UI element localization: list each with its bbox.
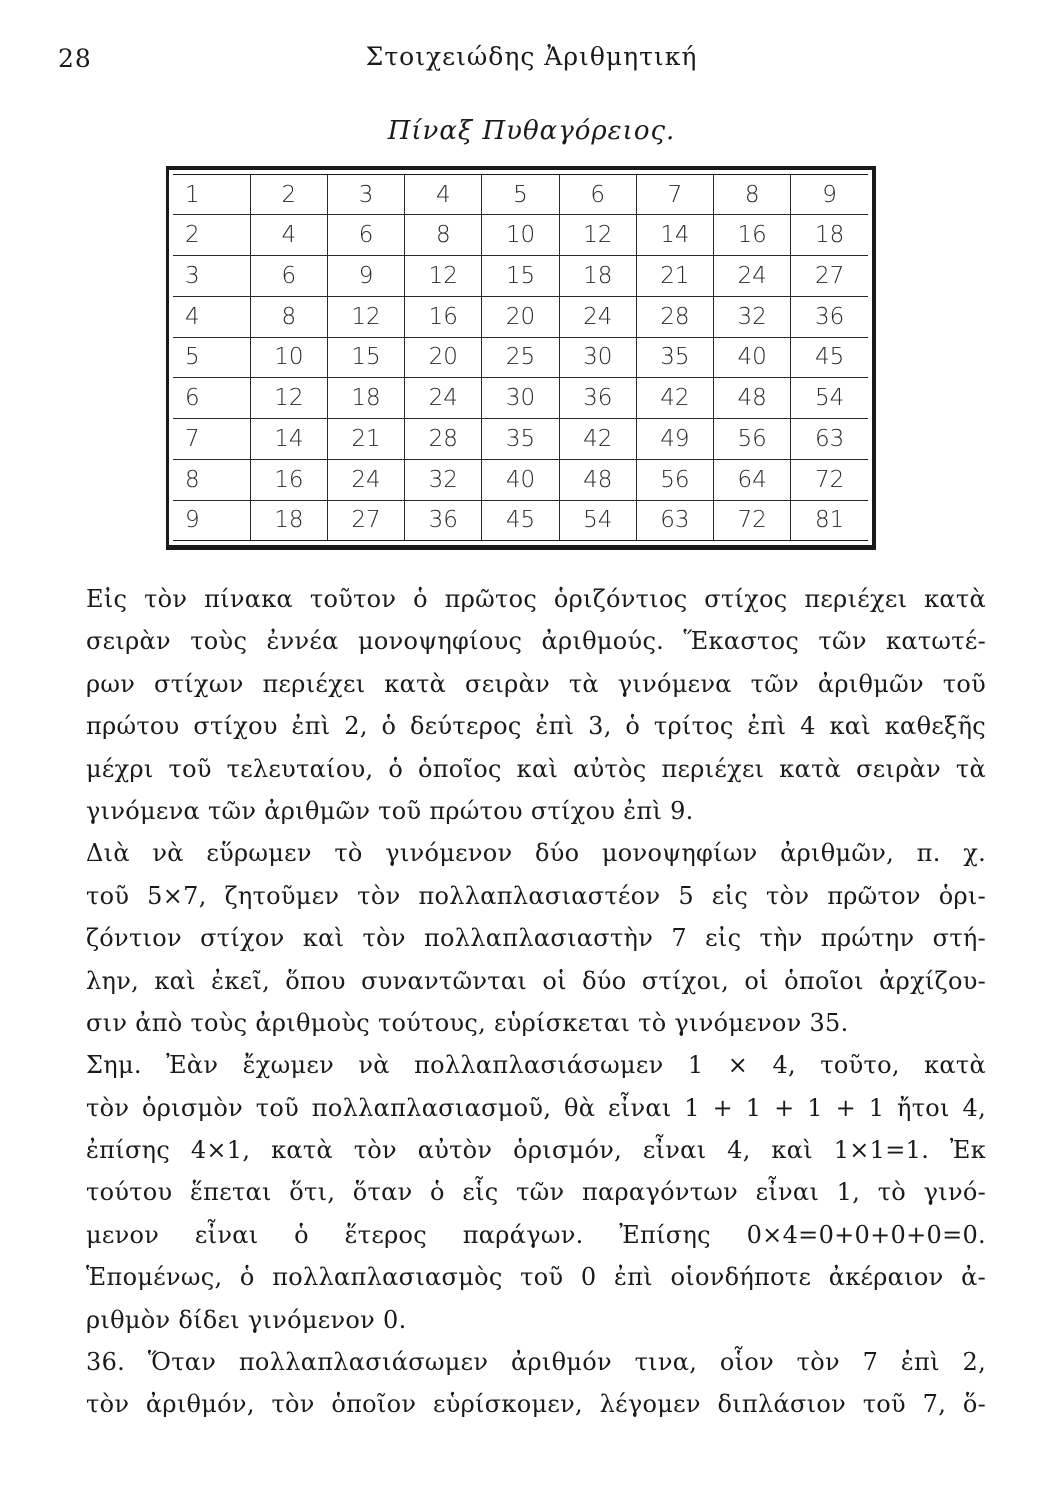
- table-cell: 28: [405, 419, 482, 460]
- pythagorean-table: [166, 166, 876, 550]
- table-cell: 24: [405, 378, 482, 419]
- table-cell: 24: [714, 256, 791, 297]
- table-cell: 15: [327, 337, 404, 378]
- table-cell: 54: [791, 378, 868, 419]
- running-header: Στοιχειώδης Ἀριθμητική: [365, 42, 698, 71]
- table-cell: 28: [636, 296, 713, 337]
- table-cell: 30: [559, 337, 636, 378]
- table-cell: 4: [405, 175, 482, 215]
- table-title: Πίναξ Πυθαγόρειος.: [387, 116, 676, 146]
- table-cell: 63: [791, 419, 868, 460]
- table-cell: 36: [559, 378, 636, 419]
- table-cell: 7: [173, 419, 250, 460]
- table-cell: 6: [250, 256, 327, 297]
- table-row: [173, 500, 868, 540]
- table-cell: 24: [327, 459, 404, 500]
- table-cell: 9: [791, 175, 868, 215]
- text-line: Διὰ νὰ εὕρωμεν τὸ γινόμενον δύο μονοψηφίων ἀριθμῶν, π. χ.: [86, 839, 986, 868]
- table-cell: 8: [714, 175, 791, 215]
- text-line: ριθμὸν δίδει γινόμενον 0.: [86, 1305, 407, 1334]
- table-cell: 3: [173, 256, 250, 297]
- table-cell: 48: [559, 459, 636, 500]
- table-cell: 81: [814, 507, 845, 534]
- table-cell: 12: [405, 256, 482, 297]
- table-cell: 64: [714, 459, 791, 500]
- table-cell: 36: [405, 500, 482, 540]
- text-line: λην, καὶ ἐκεῖ, ὅπου συναντῶνται οἱ δύο στίχοι, οἱ ὁποῖοι ἀρχίζου-: [86, 966, 986, 995]
- text-line: Εἰς τὸν πίνακα τοῦτον ὁ πρῶτος ὁριζόντιος στίχος περιέχει κατὰ: [86, 585, 986, 613]
- table-cell: 5: [482, 175, 559, 215]
- table-cell: 25: [482, 337, 559, 378]
- table-cell: 48: [714, 378, 791, 419]
- table-cell: 63: [636, 500, 713, 540]
- table-cell: 6: [559, 175, 636, 215]
- table-cell: 2: [173, 215, 250, 256]
- table-cell: 56: [714, 419, 791, 460]
- table-cell: 18: [559, 256, 636, 297]
- table-cell: 35: [636, 337, 713, 378]
- table-cell: 6: [327, 215, 404, 256]
- table-cell: 14: [250, 419, 327, 460]
- table-cell: 1: [173, 175, 250, 215]
- table-cell: 21: [636, 256, 713, 297]
- table-cell: 8: [250, 296, 327, 337]
- table-cell: 32: [714, 296, 791, 337]
- table-cell: 3: [327, 175, 404, 215]
- table-row: [173, 337, 868, 378]
- page-number: 28: [58, 44, 92, 73]
- table-cell: 21: [327, 419, 404, 460]
- table-row: [173, 175, 868, 215]
- table-cell: 9: [173, 500, 250, 540]
- text-line: Σημ. Ἐὰν ἔχωμεν νὰ πολλαπλασιάσωμεν 1 × 4, τοῦτο, κατὰ: [86, 1051, 986, 1080]
- table-row: [173, 419, 868, 460]
- table-cell: 10: [482, 215, 559, 256]
- table-cell: 18: [791, 215, 868, 256]
- table-cell: 36: [791, 296, 868, 337]
- text-line: ζόντιον στίχον καὶ τὸν πολλαπλασιαστὴν 7 εἰς τὴν πρώτην στή-: [86, 924, 986, 953]
- table-cell: 20: [405, 337, 482, 378]
- table-cell: 8: [173, 459, 250, 500]
- table-cell: 45: [482, 500, 559, 540]
- table-cell: 54: [559, 500, 636, 540]
- table-cell: 4: [250, 215, 327, 256]
- table-cell: 27: [791, 256, 868, 297]
- table-cell: 9: [327, 256, 404, 297]
- table-cell: 30: [482, 378, 559, 419]
- table-row: [173, 296, 868, 337]
- table-cell: 12: [250, 378, 327, 419]
- text-line: γινόμενα τῶν ἀριθμῶν τοῦ πρώτου στίχου ἐπὶ 9.: [86, 796, 694, 825]
- table-cell: 27: [327, 500, 404, 540]
- text-line: σειρὰν τοὺς ἐννέα μονοψηφίους ἀριθμούς. Ἕκαστος τῶν κατωτέ-: [86, 627, 986, 656]
- table-cell: 40: [714, 337, 791, 378]
- table-cell: 16: [250, 459, 327, 500]
- text-line: μέχρι τοῦ τελευταίου, ὁ ὁποῖος καὶ αὐτὸς περιέχει κατὰ σειρὰν τὰ: [86, 754, 986, 783]
- table-cell: 18: [327, 378, 404, 419]
- text-line: Ἑπομένως, ὁ πολλαπλασιασμὸς τοῦ 0 ἐπὶ οἱονδήποτε ἀκέραιον ἀ-: [86, 1263, 986, 1292]
- table-cell: 12: [559, 215, 636, 256]
- text-line: τοῦ 5×7, ζητοῦμεν τὸν πολλαπλασιαστέον 5 εἰς τὸν πρῶτον ὁρι-: [86, 881, 986, 910]
- table-cell: 40: [482, 459, 559, 500]
- table-cell: 8: [405, 215, 482, 256]
- table-cell: 14: [636, 215, 713, 256]
- text-line: σιν ἀπὸ τοὺς ἀριθμοὺς τούτους, εὑρίσκεται τὸ γινόμενον 35.: [86, 1008, 849, 1037]
- table-cell: 49: [636, 419, 713, 460]
- multiplication-grid: [173, 175, 868, 540]
- table-cell: 20: [482, 296, 559, 337]
- table-cell: 16: [405, 296, 482, 337]
- table-cell: 35: [482, 419, 559, 460]
- table-row: [173, 459, 868, 500]
- table-cell: 7: [636, 175, 713, 215]
- table-cell: 2: [250, 175, 327, 215]
- text-line: τούτου ἕπεται ὅτι, ὅταν ὁ εἷς τῶν παραγόντων εἶναι 1, τὸ γινό-: [86, 1178, 986, 1207]
- table-cell: 72: [714, 500, 791, 540]
- table-cell: 10: [250, 337, 327, 378]
- table-cell: 16: [714, 215, 791, 256]
- table-cell: 72: [791, 459, 868, 500]
- table-row: [173, 378, 868, 419]
- table-row: [173, 256, 868, 297]
- table-cell: 32: [405, 459, 482, 500]
- pythagorean-table-inner: [173, 174, 868, 541]
- table-cell: 5: [173, 337, 250, 378]
- table-cell: 12: [327, 296, 404, 337]
- table-cell: 6: [173, 378, 250, 419]
- table-cell: 24: [559, 296, 636, 337]
- table-cell: 45: [791, 337, 868, 378]
- text-line: ἐπίσης 4×1, κατὰ τὸν αὐτὸν ὁρισμόν, εἶναι 4, καὶ 1×1=1. Ἐκ: [86, 1136, 986, 1165]
- body-text: [86, 578, 986, 1426]
- table-cell: 4: [173, 296, 250, 337]
- table-cell: 18: [250, 500, 327, 540]
- table-cell: 15: [482, 256, 559, 297]
- text-line: πρώτου στίχου ἐπὶ 2, ὁ δεύτερος ἐπὶ 3, ὁ τρίτος ἐπὶ 4 καὶ καθεξῆς: [86, 712, 986, 741]
- table-cell: 42: [559, 419, 636, 460]
- table-cell: 42: [636, 378, 713, 419]
- text-line: τὸν ἀριθμόν, τὸν ὁποῖον εὑρίσκομεν, λέγομεν διπλάσιον τοῦ 7, ὅ-: [86, 1390, 986, 1419]
- table-cell: 56: [636, 459, 713, 500]
- text-line: 36. Ὅταν πολλαπλασιάσωμεν ἀριθμόν τινα, οἷον τὸν 7 ἐπὶ 2,: [86, 1348, 986, 1377]
- text-line: τὸν ὁρισμὸν τοῦ πολλαπλασιασμοῦ, θὰ εἶναι 1 + 1 + 1 + 1 ἤτοι 4,: [86, 1093, 986, 1122]
- table-row: [173, 215, 868, 256]
- text-line: μενον εἶναι ὁ ἕτερος παράγων. Ἐπίσης 0×4=0+0+0+0=0.: [86, 1220, 986, 1249]
- text-line: ρων στίχων περιέχει κατὰ σειρὰν τὰ γινόμενα τῶν ἀριθμῶν τοῦ: [86, 669, 986, 698]
